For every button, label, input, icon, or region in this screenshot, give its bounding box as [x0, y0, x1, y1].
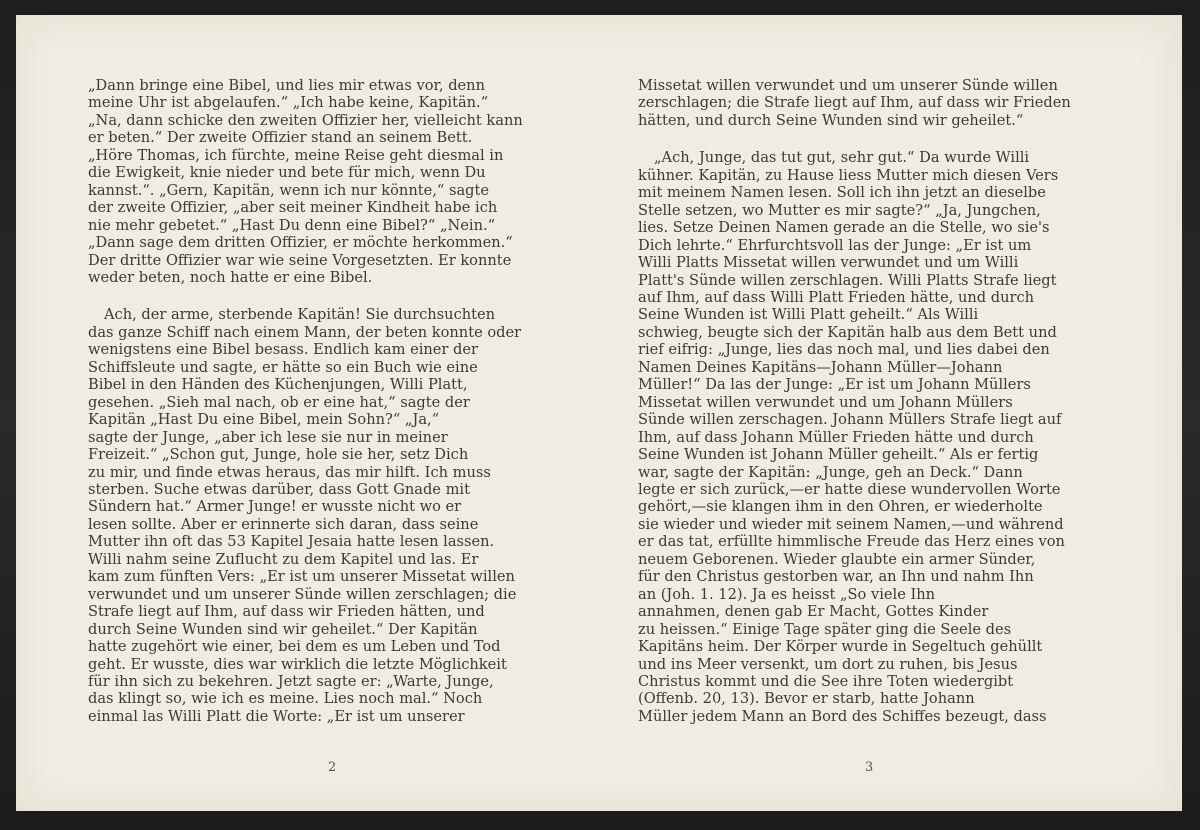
page-number-right: 3 [865, 760, 874, 775]
paragraph-gap [638, 129, 1103, 149]
paragraph-gap [88, 286, 551, 306]
right-page-text [638, 77, 1103, 725]
left-page-text [88, 77, 551, 725]
left-paragraph-2: Ach, der arme, sterbende Kapitän! Sie durchsuchten das ganze Schiff nach einem Mann, der beten konnte oder wenigstens eine Bibel besass. Endlich kam einer der Schiffsleute und sagte, er hätte so ein Buch wie eine Bibel in den Händen des Küchenjungen, Willi Platt, gesehen. „Sieh mal nach, ob er eine hat,“ sagte der Kapitän „Hast Du eine Bibel, mein Sohn?“ „Ja,“ sagte der Junge, „aber ich lese sie nur in meiner Freizeit.“ „Schon gut, Junge, hole sie her, setz Dich zu mir, und finde etwas heraus, das mir hilft. Ich muss sterben. Suche etwas darüber, dass Gott Gnade mit Sündern hat.“ Armer Junge! er wusste nicht wo er lesen sollte. Aber er erinnerte sich daran, dass seine Mutter ihn oft das 53 Kapitel Jesaia hatte lesen lassen. Willi nahm seine Zuflucht zu dem Kapitel und las. Er kam zum fünften Vers: „Er ist um unserer Missetat willen verwundet und um unserer Sünde willen zerschlagen; die Strafe liegt auf Ihm, auf dass wir Frieden hätten, und durch Seine Wunden sind wir geheilet.“ Der Kapitän hatte zugehört wie einer, bei dem es um Leben und Tod geht. Er wusste, dies war wirklich die letzte Möglichkeit für ihn sich zu bekehren. Jetzt sagte er: „Warte, Junge, das klingt so, wie ich es meine. Lies noch mal.“ Noch einmal las Willi Platt die Worte: „Er ist um unserer [88, 306, 522, 725]
page-number-left: 2 [328, 760, 337, 775]
right-paragraph-1: Missetat willen verwundet und um unserer Sünde willen zerschlagen; die Strafe liegt auf Ihm, auf dass wir Frieden hätten, und durch Seine Wunden sind wir geheilet.“ [638, 77, 1071, 129]
right-paragraph-2: „Ach, Junge, das tut gut, sehr gut.“ Da wurde Willi kühner. Kapitän, zu Hause liess Mutter mich diesen Vers mit meinem Namen lesen. Soll ich ihn jetzt an dieselbe Stelle setzen, wo Mutter es mir sagte?“ „Ja, Jungchen, lies. Setze Deinen Namen gerade an die Stelle, wo sie's Dich lehrte.“ Ehrfurchtsvoll las der Junge: „Er ist um Willi Platts Missetat willen verwundet und um Willi Platt's Sünde willen zerschlagen. Willi Platts Strafe liegt auf Ihm, auf dass Willi Platt Frieden hätte, und durch Seine Wunden ist Willi Platt geheilt.“ Als Willi schwieg, beugte sich der Kapitän halb aus dem Bett und rief eifrig: „Junge, lies das noch mal, und lies dabei den Namen Deines Kapitäns—Johann Müller—Johann Müller!“ Da las der Junge: „Er ist um Johann Müllers Missetat willen verwundet und um Johann Müllers Sünde willen zerschagen. Johann Müllers Strafe liegt auf Ihm, auf dass Johann Müller Frieden hätte und durch Seine Wunden ist Johann Müller geheilt.“ Als er fertig war, sagte der Kapitän: „Junge, geh an Deck.“ Dann legte er sich zurück,—er hatte diese wundervollen Worte gehört,—sie klangen ihm in den Ohren, er wiederholte sie wieder und wieder mit seinem Namen,—und während er das tat, erfüllte himmlische Freude das Herz eines von neuem Geborenen. Wieder glaubte ein armer Sünder, für den Christus gestorben war, an Ihn und nahm Ihn an (Joh. 1. 12). Ja es heisst „So viele Ihn annahmen, denen gab Er Macht, Gottes Kinder zu heissen.“ Einige Tage später ging die Seele des Kapitäns heim. Der Körper wurde in Segeltuch gehüllt und ins Meer versenkt, um dort zu ruhen, bis Jesus Christus kommt und die See ihre Toten wiedergibt (Offenb. 20, 13). Bevor er starb, hatte Johann Müller jedem Mann an Bord des Schiffes bezeugt, dass [638, 149, 1065, 725]
left-paragraph-1: „Dann bringe eine Bibel, und lies mir etwas vor, denn meine Uhr ist abgelaufen.“ „Ich habe keine, Kapitän.“ „Na, dann schicke den zweiten Offizier her, vielleicht kann er beten.“ Der zweite Offizier stand an seinem Bett. „Höre Thomas, ich fürchte, meine Reise geht diesmal in die Ewigkeit, knie nieder und bete für mich, wenn Du kannst.“. „Gern, Kapitän, wenn ich nur könnte,“ sagte der zweite Offizier, „aber seit meiner Kindheit habe ich nie mehr gebetet.“ „Hast Du denn eine Bibel?“ „Nein.“ „Dann sage dem dritten Offizier, er möchte herkommen.“ Der dritte Offizier war wie seine Vorgesetzten. Er konnte weder beten, noch hatte er eine Bibel. [88, 77, 523, 286]
